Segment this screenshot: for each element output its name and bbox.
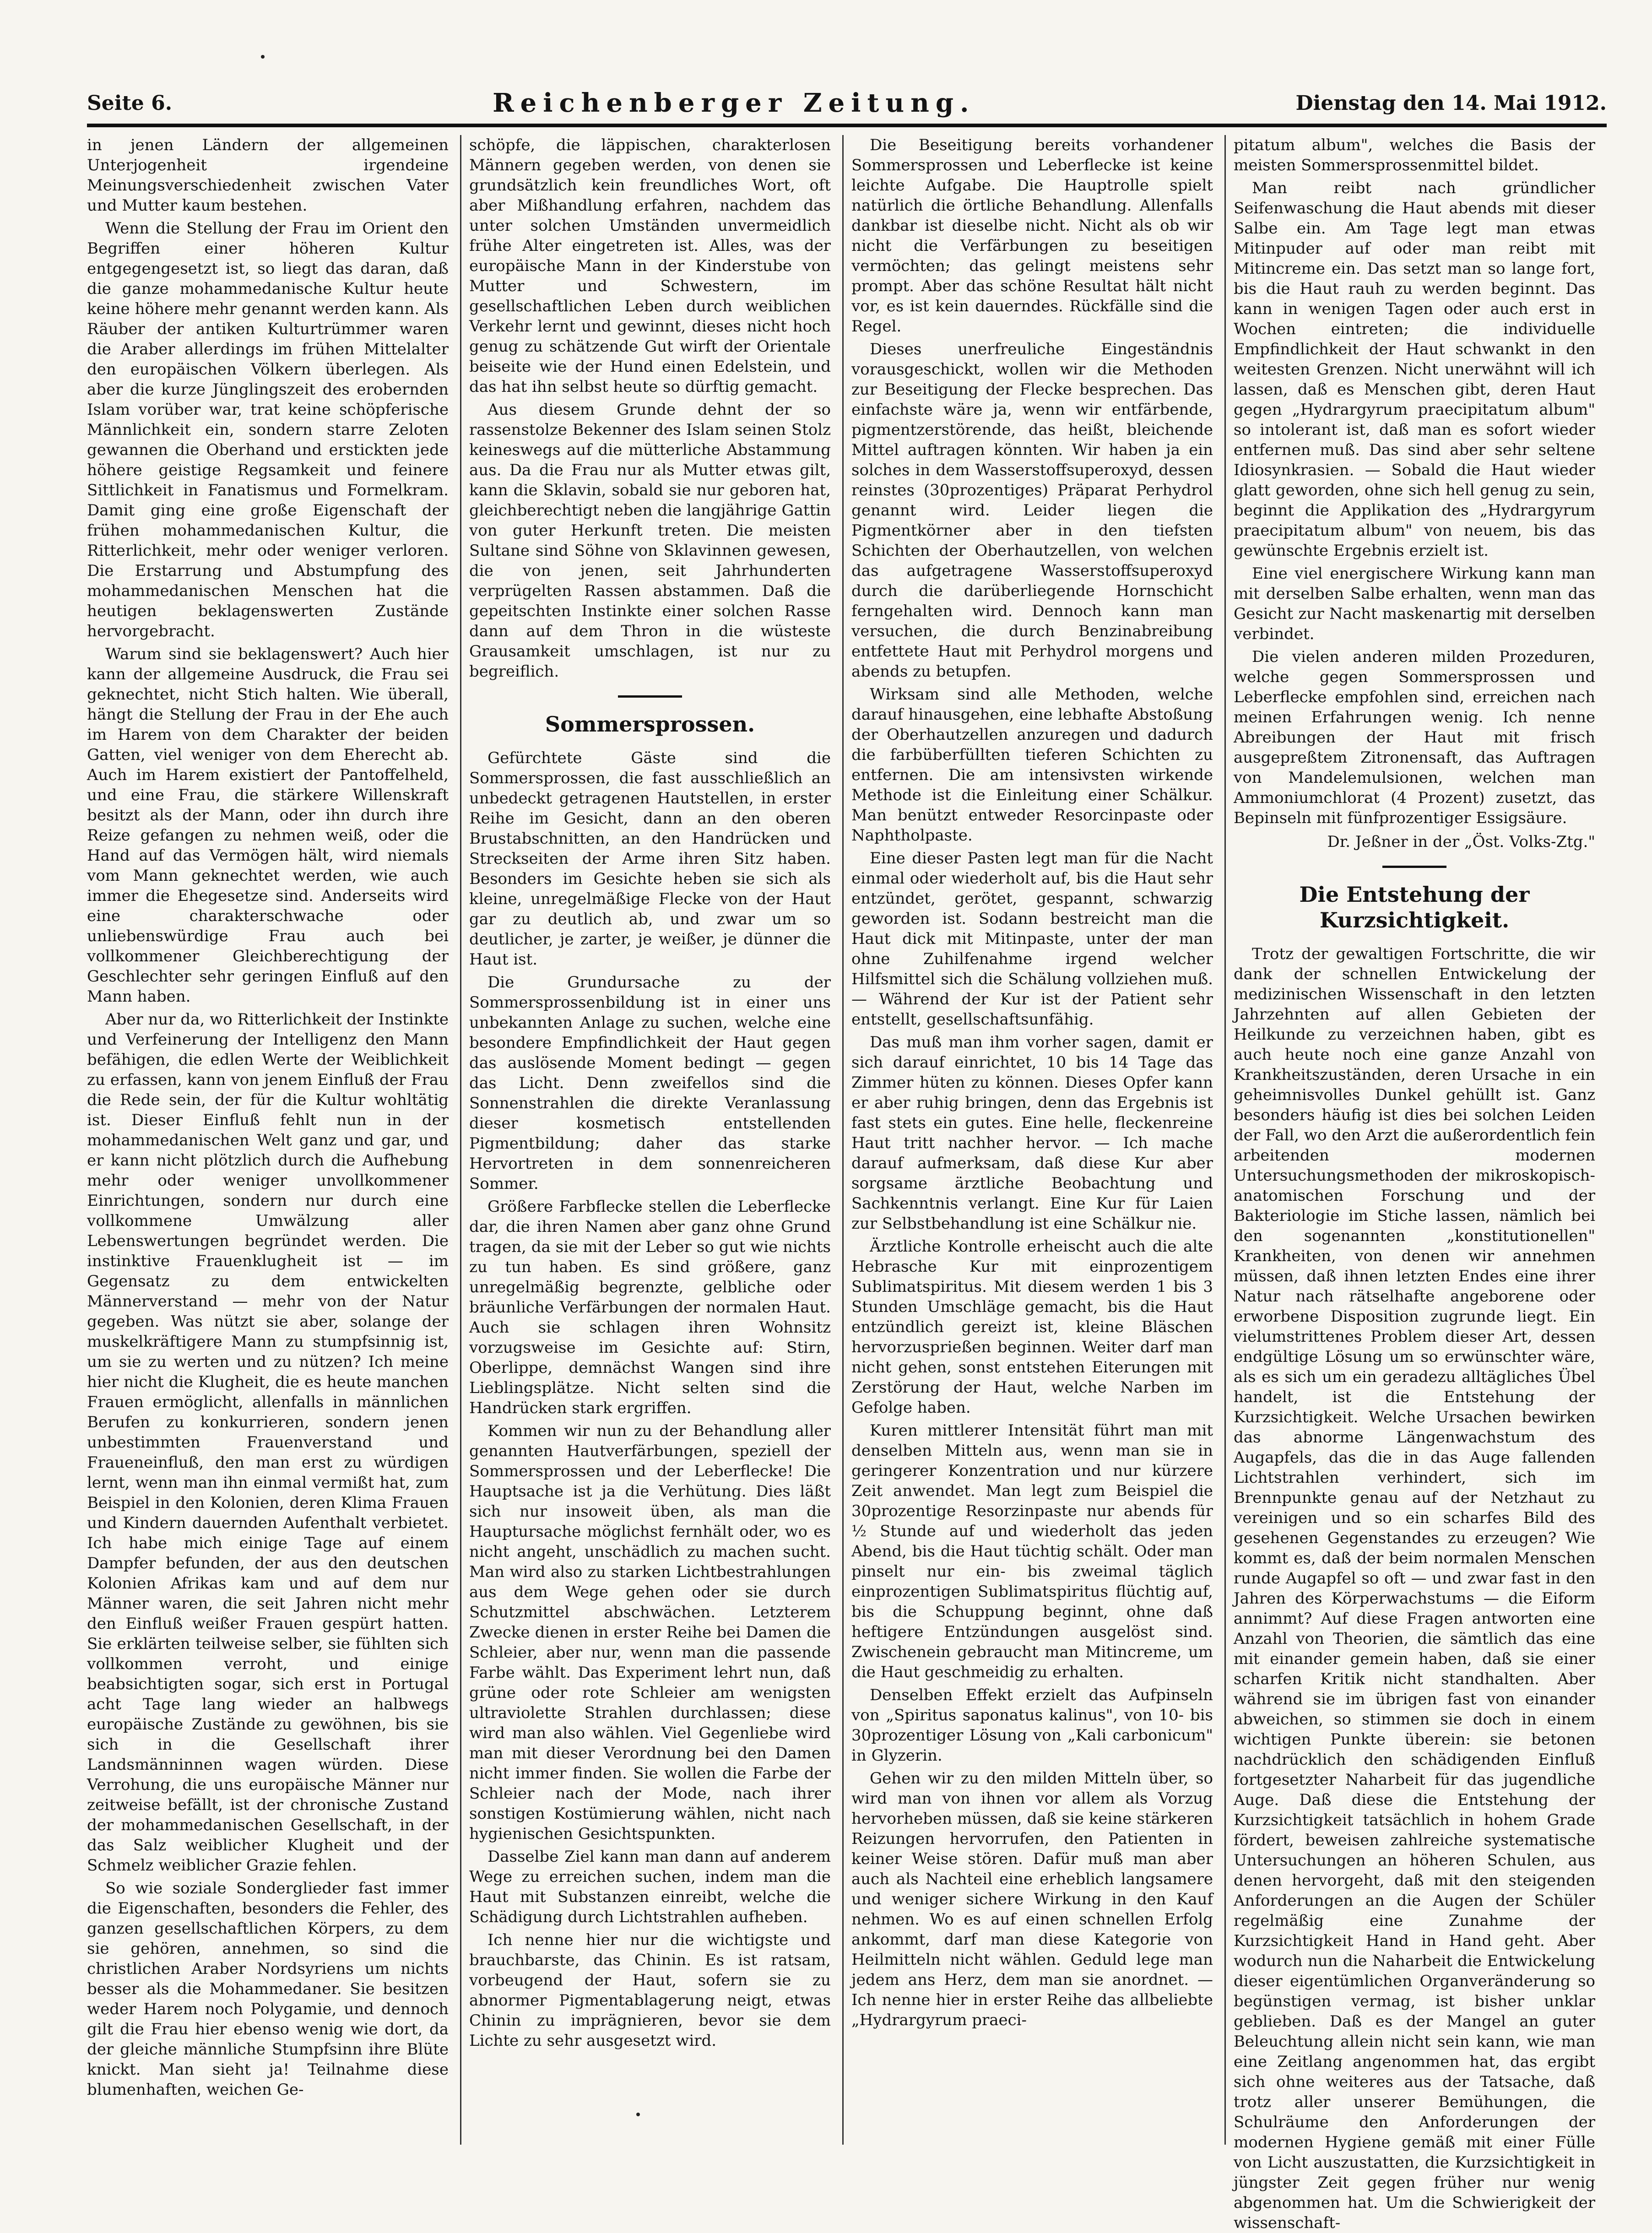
column-divider [1224, 135, 1226, 2145]
article-headline: Die Entstehung der Kurzsichtigkeit. [1299, 882, 1530, 932]
column-1 [87, 135, 449, 2145]
paragraph: Das muß man ihm vorher sagen, damit er sich darauf einrichtet, 10 bis 14 Tage das Zimmer hüten zu können. Dieses Opfer kann er aber ruhig bringen, denn das Ergebnis ist fast stets ein gutes. Eine helle, fleckenreine Haut tritt nachher hervor. — Ich mache darauf aufmerksam, daß diese Kur aber sorgsame ärztliche Beobachtung und Sachkenntnis verlangt. Eine Kur für Laien zur Selbstbehandlung ist eine Schälkur nie. [851, 1033, 1213, 1233]
paragraph: Ich nenne hier nur die wichtigste und brauchbarste, das Chinin. Es ist ratsam, vorbeugend der Haut, sofern sie zu abnormer Pigmentablagerung neigt, etwas Chinin zu imprägnieren, bevor sie dem Lichte zu sehr ausgesetzt wird. [469, 1931, 831, 2050]
paragraph: Aus diesem Grunde dehnt der so rassenstolze Bekenner des Islam seinen Stolz keineswegs auf die mütterliche Abstammung aus. Da die Frau nur als Mutter etwas gilt, kann die Sklavin, sobald sie nur geboren hat, gleichberechtigt neben die langjährige Gattin von guter Herkunft treten. Die meisten Sultane sind Söhne von Sklavinnen gewesen, die von jenen, seit Jahrhunderten verprügelten Rassen abstammen. Daß die gepeitschten Instinkte einer solchen Rasse dann auf dem Thron in die wüsteste Grausamkeit umschlagen, ist nur zu begreiflich. [469, 401, 831, 681]
paragraph: Größere Farbflecke stellen die Leberflecke dar, die ihren Namen aber ganz ohne Grund tragen, da sie mit der Leber so gut wie nichts zu tun haben. Es sind größere, ganz unregelmäßig begrenzte, gelbliche oder bräunliche Verfärbungen der normalen Haut. Auch sie schlagen ihren Wohnsitz vorzugsweise im Gesichte auf: Stirn, Oberlippe, demnächst Wangen sind ihre Lieblingsplätze. Nicht selten sind die Handrücken stark ergriffen. [469, 1198, 831, 1417]
paragraph: So wie soziale Sonderglieder fast immer die Eigenschaften, besonders die Fehler, des ganzen gesellschaftlichen Körpers, zu dem sie gehören, annehmen, so sind die christlichen Araber Nordsyriens um nichts besser als die Mohammedaner. Sie besitzen weder Harem noch Polygamie, und dennoch gilt die Frau hier ebenso wenig wie dort, da der gleiche männliche Stumpfsinn ihre Blüte knickt. Man sieht ja! Teilnahme diese blumenhaften, weichen Ge- [87, 1879, 449, 2099]
paragraph: Kommen wir nun zu der Behandlung aller genannten Hautverfärbungen, speziell der Sommersprossen und der Leberflecke! Die Hauptsache ist ja die Verhütung. Dies läßt sich nur insoweit üben, als man die Hauptursache möglichst fernhält oder, wo es nicht angeht, unschädlich zu machen sucht. Man wird also zu starken Lichtbestrahlungen aus dem Wege gehen oder sie durch Schutzmittel abschwächen. Letzterem Zwecke dienen in erster Reihe bei Damen die Schleier, aber nur, wenn man die passende Farbe wählt. Das Experiment lehrt nun, daß grüne oder rote Schleier am wenigsten ultraviolette Strahlen durchlassen; diese wird man also wählen. Viel Gegenliebe wird man mit dieser Verordnung bei den Damen nicht immer finden. Sie wollen die Farbe der Schleier nach der Mode, nach ihrer sonstigen Kostümierung wählen, nicht nach hygienischen Gesichtspunkten. [469, 1422, 831, 1843]
paragraph: in jenen Ländern der allgemeinen Unterjogenheit irgendeine Meinungsverschiedenheit zwischen Vater und Mutter kaum bestehen. [87, 136, 449, 215]
newspaper-page [87, 76, 1607, 2232]
paragraph: Aber nur da, wo Ritterlichkeit der Instinkte und Verfeinerung der Intelligenz den Mann befähigen, die edlen Werte der Weiblichkeit zu erfassen, kann von jenem Einfluß der Frau die Rede sein, der für die Kultur wohltätig ist. Dieser Einfluß fehlt nun in der mohammedanischen Welt ganz und gar, und er kann nicht plötzlich durch die Aufhebung mehr oder weniger unvollkommener Einrichtungen, sondern nur durch eine vollkommene Umwälzung aller Lebenswertungen begründet werden. Die instinktive Frauenklugheit ist — im Gegensatz zu dem entwickelten Männerverstand — mehr von der Natur gegeben. Was nützt sie aber, solange der muskelkräftigere Mann zu stumpfsinnig ist, um sie zu werten und zu nützen? Ich meine hier nicht die Klugheit, die es heute manchen Frauen ermöglicht, allenfalls in männlichen Berufen zu konkurrieren, sondern jenen unbestimmten Frauenverstand und Fraueneinfluß, den man erst zu würdigen lernt, wenn man ihn einmal vermißt hat, zum Beispiel in den Kolonien, deren Klima Frauen und Kindern dauernden Aufenthalt verbietet. Ich habe mich einige Tage auf einem Dampfer befunden, der aus den deutschen Kolonien Afrikas kam und auf dem nur Männer waren, die seit Jahren nicht mehr den Einfluß weißer Frauen gespürt hatten. Sie erklärten teilweise selber, sie fühlten sich vollkommen verroht, und einige beabsichtigten sogar, sich erst in Portugal acht Tage lang wieder an halbwegs europäische Zustände zu gewöhnen, bis sie sich in die Gesellschaft ihrer Landsmänninnen wagen würden. Diese Verrohung, die uns europäische Männer nur zeitweise befällt, ist der chronische Zustand der mohammedanischen Gesellschaft, in der das Salz weiblicher Klugheit und der Schmelz weiblicher Grazie fehlen. [87, 1010, 449, 1875]
paragraph: Eine dieser Pasten legt man für die Nacht einmal oder wiederholt auf, bis die Haut sehr entzündet, gerötet, gespannt, schwarzig geworden ist. Sodann bestreicht man die Haut dick mit Mitinpaste, unter der man ohne Zuhilfenahme irgend welcher Hilfsmittel sich die Schälung vollziehen muß. — Während der Kur ist der Patient sehr entstellt, gesellschaftsunfähig. [851, 849, 1213, 1029]
paragraph: Die Beseitigung bereits vorhandener Sommersprossen und Leberflecke ist keine leichte Aufgabe. Die Hauptrolle spielt natürlich die örtliche Behandlung. Allenfalls dankbar ist dieselbe nicht. Nicht als ob wir nicht die Verfärbungen zu beseitigen vermöchten; das gelingt meistens sehr prompt. Aber das schöne Resultat hält nicht vor, es ist kein dauerndes. Rückfälle sind die Regel. [851, 136, 1213, 336]
column-2 [469, 135, 831, 2145]
paragraph: Dasselbe Ziel kann man dann auf anderem Wege zu erreichen suchen, indem man die Haut mit Substanzen einreibt, welche die Schädigung durch Lichtstrahlen aufheben. [469, 1848, 831, 1926]
issue-date: Dienstag den 14. Mai 1912. [1295, 91, 1607, 115]
paragraph: Denselben Effekt erzielt das Aufpinseln von „Spiritus saponatus kalinus", von 10- bis 30prozentiger Lösung von „Kali carbonicum" in Glyzerin. [851, 1686, 1213, 1765]
column-divider [460, 135, 461, 2145]
header-rule [87, 124, 1607, 127]
paragraph: Dieses unerfreuliche Eingeständnis vorausgeschickt, wollen wir die Methoden zur Beseitigung der Flecke besprechen. Das einfachste wäre ja, wenn wir entfärbende, pigmentzerstörende, das heißt, bleichende Mittel auftragen könnten. Wir haben ja ein solches in dem Wasserstoffsuperoxyd, dessen reinstes (30prozentiges) Präparat Perhydrol genannt wird. Leider liegen die Pigmentkörner aber in den tiefsten Schichten der Oberhautzellen, von welchen das aufgetragene Wasserstoffsuperoxyd durch die darüberliegende Hornschicht ferngehalten wird. Dennoch kann man versuchen, die durch Benzinabreibung entfettete Haut mit Perhydrol morgens und abends zu betupfen. [851, 340, 1213, 681]
paragraph: schöpfe, die läppischen, charakterlosen Männern gegeben werden, von denen sie grundsätzlich kein freundliches Wort, oft aber Mißhandlung erfahren, nachdem das unter solchen Umständen unvermeidlich frühe Alter eingetreten ist. Alles, was der europäische Mann in der Kinderstube von Mutter und Schwestern, im gesellschaftlichen Leben durch weiblichen Verkehr lernt und gewinnt, dieses nicht hoch genug zu schätzende Gut wirft der Orientale beiseite wie der Hund einen Edelstein, und das hat ihn selbst heute so dürftig gemacht. [469, 136, 831, 396]
column-3 [851, 135, 1213, 2145]
print-speck [261, 55, 265, 59]
print-speck [636, 2113, 640, 2116]
paragraph: Warum sind sie beklagenswert? Auch hier kann der allgemeine Ausdruck, die Frau sei geknechtet, nicht Stich halten. Wie überall, hängt die Stellung der Frau in der Ehe auch im Harem von dem Charakter der beiden Gatten, viel weniger von dem Eherecht ab. Auch im Harem existiert der Pantoffelheld, und eine Frau, die stärkere Willenskraft besitzt als der Mann, oder ihn durch ihre Reize gefangen zu nehmen weiß, oder die Hand auf das Vermögen hält, wird niemals vom Mann geknechtet werden, wie auch immer die Ehegesetze sind. Anderseits wird eine charakterschwache oder unliebenswürdige Frau auch bei vollkommener Gleichberechtigung der Geschlechter sehr geringen Einfluß auf den Mann haben. [87, 645, 449, 1006]
section-separator [618, 695, 682, 698]
paragraph: Die vielen anderen milden Prozeduren, welche gegen Sommersprossen und Leberflecke empfohlen sind, erreichen nach meinen Erfahrungen wenig. Ich nenne Abreibungen der Haut mit frisch ausgepreßtem Zitronensaft, das Auftragen von Mandelemulsionen, welchen man Ammoniumchlorat (4 Prozent) zusetzt, das Bepinseln mit fünfprozentiger Essigsäure. [1234, 648, 1595, 827]
column-divider [842, 135, 844, 2145]
column-4 [1234, 135, 1595, 2232]
article-headline: Sommersprossen. [545, 712, 755, 737]
paragraph: Gehen wir zu den milden Mitteln über, so wird man von ihnen vor allem als Vorzug hervorheben müssen, daß sie keine stärkeren Reizungen hervorrufen, den Patienten in keiner Weise stören. Dafür muß man aber auch als Nachteil eine erheblich langsamere und weniger sichere Wirkung in den Kauf nehmen. Wo es auf einen schnellen Erfolg ankommt, darf man diese Kategorie von Heilmitteln nicht wählen. Geduld lege man jedem ans Herz, dem man sie anordnet. — Ich nenne hier in erster Reihe das allbeliebte „Hydrargyrum praeci- [851, 1769, 1213, 2029]
masthead: Reichenberger Zeitung. [493, 88, 975, 118]
paragraph: Kuren mittlerer Intensität führt man mit denselben Mitteln aus, wenn man sie in geringerer Konzentration und nur kürzere Zeit anwendet. Man legt zum Beispiel die 30prozentige Resorzinpaste nur abends für ½ Stunde auf und wiederholt das jeden Abend, bis die Haut tüchtig schält. Oder man pinselt nur ein- bis zweimal täglich einprozentigen Sublimatspiritus flüchtig auf, bis die Schuppung beginnt, ohne daß heftigere Entzündungen ausgelöst sind. Zwischenein gebraucht man Mitincreme, um die Haut geschmeidig zu erhalten. [851, 1421, 1213, 1681]
paragraph: Wenn die Stellung der Frau im Orient den Begriffen einer höheren Kultur entgegengesetzt ist, so liegt das daran, daß die ganze mohammedanische Kultur heute keine höhere mehr genannt werden kann. Als Räuber der antiken Kulturtrümmer waren die Araber allerdings im frühen Mittelalter den europäischen Völkern überlegen. Als aber die kurze Jünglingszeit des erobernden Islam vorüber war, trat keine schöpferische Männlichkeit ein, sondern starre Zeloten gewannen die Oberhand und erstickten jede höhere geistige Regsamkeit und feinere Sittlichkeit in Fanatismus und Formelkram. Damit ging eine große Eigenschaft der frühen mohammedanischen Kultur, die Ritterlichkeit, mehr oder weniger verloren. Die Erstarrung und Abstumpfung des mohammedanischen Menschen hat die heutigen beklagenswerten Zustände hervorgebracht. [87, 219, 449, 640]
article-signature: Dr. Jeßner in der „Öst. Volks-Ztg." [1327, 833, 1595, 851]
paragraph: Trotz der gewaltigen Fortschritte, die wir dank der schnellen Entwickelung der medizinischen Wissenschaft in den letzten Jahrzehnten auf allen Gebieten der Heilkunde zu verzeichnen haben, gibt es auch heute noch eine ganze Anzahl von Krankheitszuständen, deren Ursache in ein geheimnisvolles Dunkel gehüllt ist. Ganz besonders häufig ist dies bei solchen Leiden der Fall, wo den Arzt die außerordentlich fein arbeitenden modernen Untersuchungsmethoden der mikroskopisch-anatomischen Forschung und der Bakteriologie im Stiche lassen, nämlich bei den sogenannten „konstitutionellen" Krankheiten, von denen wir annehmen müssen, daß ihnen letzten Endes eine ihrer Natur nach rätselhafte angeborene oder erworbene Disposition zugrunde liegt. Ein vielumstrittenes Problem dieser Art, dessen endgültige Lösung um so erwünschter wäre, als es sich um ein geradezu alltägliches Übel handelt, ist die Entstehung der Kurzsichtigkeit. Welche Ursachen bewirken das abnorme Längenwachstum des Augapfels, das die in das Auge fallenden Lichtstrahlen verhindert, sich im Brennpunkte genau auf der Netzhaut zu vereinigen und so ein scharfes Bild des gesehenen Gegenstandes zu erzeugen? Wie kommt es, daß der beim normalen Menschen runde Augapfel so oft — und zwar fast in den Jahren des Körperwachstums — die Eiform annimmt? Auf diese Fragen antworten eine Anzahl von Theorien, die sämtlich das eine mit einander gemein haben, daß sie einer scharfen Kritik nicht standhalten. Aber während sie im übrigen fast von einander abweichen, so stimmen sie doch in einem wichtigen Punkte überein: sie betonen nachdrücklich den schädigenden Einfluß fortgesetzter Naharbeit für das jugendliche Auge. Daß diese die Entstehung der Kurzsichtigkeit tatsächlich in hohem Grade fördert, beweisen zahlreiche systematische Untersuchungen an höheren Schulen, aus denen hervorgeht, daß mit den steigenden Anforderungen an die Augen der Schüler regelmäßig eine Zunahme der Kurzsichtigkeit Hand in Hand geht. Aber wodurch nun die Naharbeit die Entwickelung dieser eigentümlichen Organveränderung so begünstigen vermag, ist bisher unklar geblieben. Daß es der Mangel an guter Beleuchtung allein nicht sein kann, wie man eine Zeitlang angenommen hat, das ergibt sich ohne weiteres aus der Tatsache, daß trotz aller unserer Bemühungen, die Schulräume den Anforderungen der modernen Hygiene gemäß mit einer Fülle von Licht auszustatten, die Kurzsichtigkeit in jüngster Zeit gegen früher nur wenig abgenommen hat. Um die Schwierigkeit der wissenschaft- [1234, 945, 1595, 2232]
paragraph: Gefürchtete Gäste sind die Sommersprossen, die fast ausschließlich an unbedeckt getragenen Hautstellen, in erster Reihe im Gesicht, dann an den oberen Brustabschnitten, an den Handrücken und Streckseiten der Arme ihren Sitz haben. Besonders im Gesichte heben sie sich als kleine, unregelmäßige Flecke von der Haut gar zu deutlich ab, und zwar um so deutlicher, je zarter, je weißer, je dünner die Haut ist. [469, 749, 831, 969]
page-header [87, 85, 1607, 121]
paragraph: Wirksam sind alle Methoden, welche darauf hinausgehen, eine lebhafte Abstoßung der Oberhautzellen anzuregen und dadurch die farbüberfüllten tieferen Schichten zu entfernen. Die am intensivsten wirkende Methode ist die Einleitung einer Schälkur. Man benützt entweder Resorcinpaste oder Naphtholpaste. [851, 685, 1213, 845]
paragraph: pitatum album", welches die Basis der meisten Sommersprossenmittel bildet. [1234, 136, 1595, 174]
section-separator [1382, 866, 1446, 868]
paragraph: Man reibt nach gründlicher Seifenwaschung die Haut abends mit dieser Salbe ein. Am Tage legt man etwas Mitinpuder auf oder man reibt mit Mitincreme ein. Das setzt man so lange fort, bis die Haut rauh zu werden beginnt. Das kann in wenigen Tagen oder auch erst in Wochen eintreten; die individuelle Empfindlichkeit der Haut schwankt in den weitesten Grenzen. Nicht unerwähnt will ich lassen, daß es Menschen gibt, deren Haut gegen „Hydrargyrum praecipitatum album" so intolerant ist, daß man es sofort wieder entfernen muß. Das sind aber sehr seltene Idiosynkrasien. — Sobald die Haut wieder glatt geworden, ohne sich hell genug zu sein, beginnt die Applikation des „Hydrargyrum praecipitatum album" von neuem, bis das gewünschte Ergebnis erzielt ist. [1234, 179, 1595, 560]
paragraph: Eine viel energischere Wirkung kann man mit derselben Salbe erhalten, wenn man das Gesicht zur Nacht maskenartig mit derselben verbindet. [1234, 564, 1595, 643]
paragraph: Die Grundursache zu der Sommersprossenbildung ist in einer uns unbekannten Anlage zu suchen, welche eine besondere Empfindlichkeit der Haut gegen das auslösende Moment bedingt — gegen das Licht. Denn zweifellos sind die Sonnenstrahlen die direkte Veranlassung dieser kosmetisch entstellenden Pigmentbildung; daher das starke Hervortreten in dem sonnenreicheren Sommer. [469, 973, 831, 1193]
paragraph: Ärztliche Kontrolle erheischt auch die alte Hebrasche Kur mit einprozentigem Sublimatspiritus. Mit diesem werden 1 bis 3 Stunden Umschläge gemacht, bis die Haut entzündlich gereizt ist, kleine Bläschen hervorzusprießen beginnen. Weiter darf man nicht gehen, sonst entstehen Eiterungen mit Zerstörung der Haut, welche Narben im Gefolge haben. [851, 1237, 1213, 1417]
page-number: Seite 6. [87, 91, 173, 115]
